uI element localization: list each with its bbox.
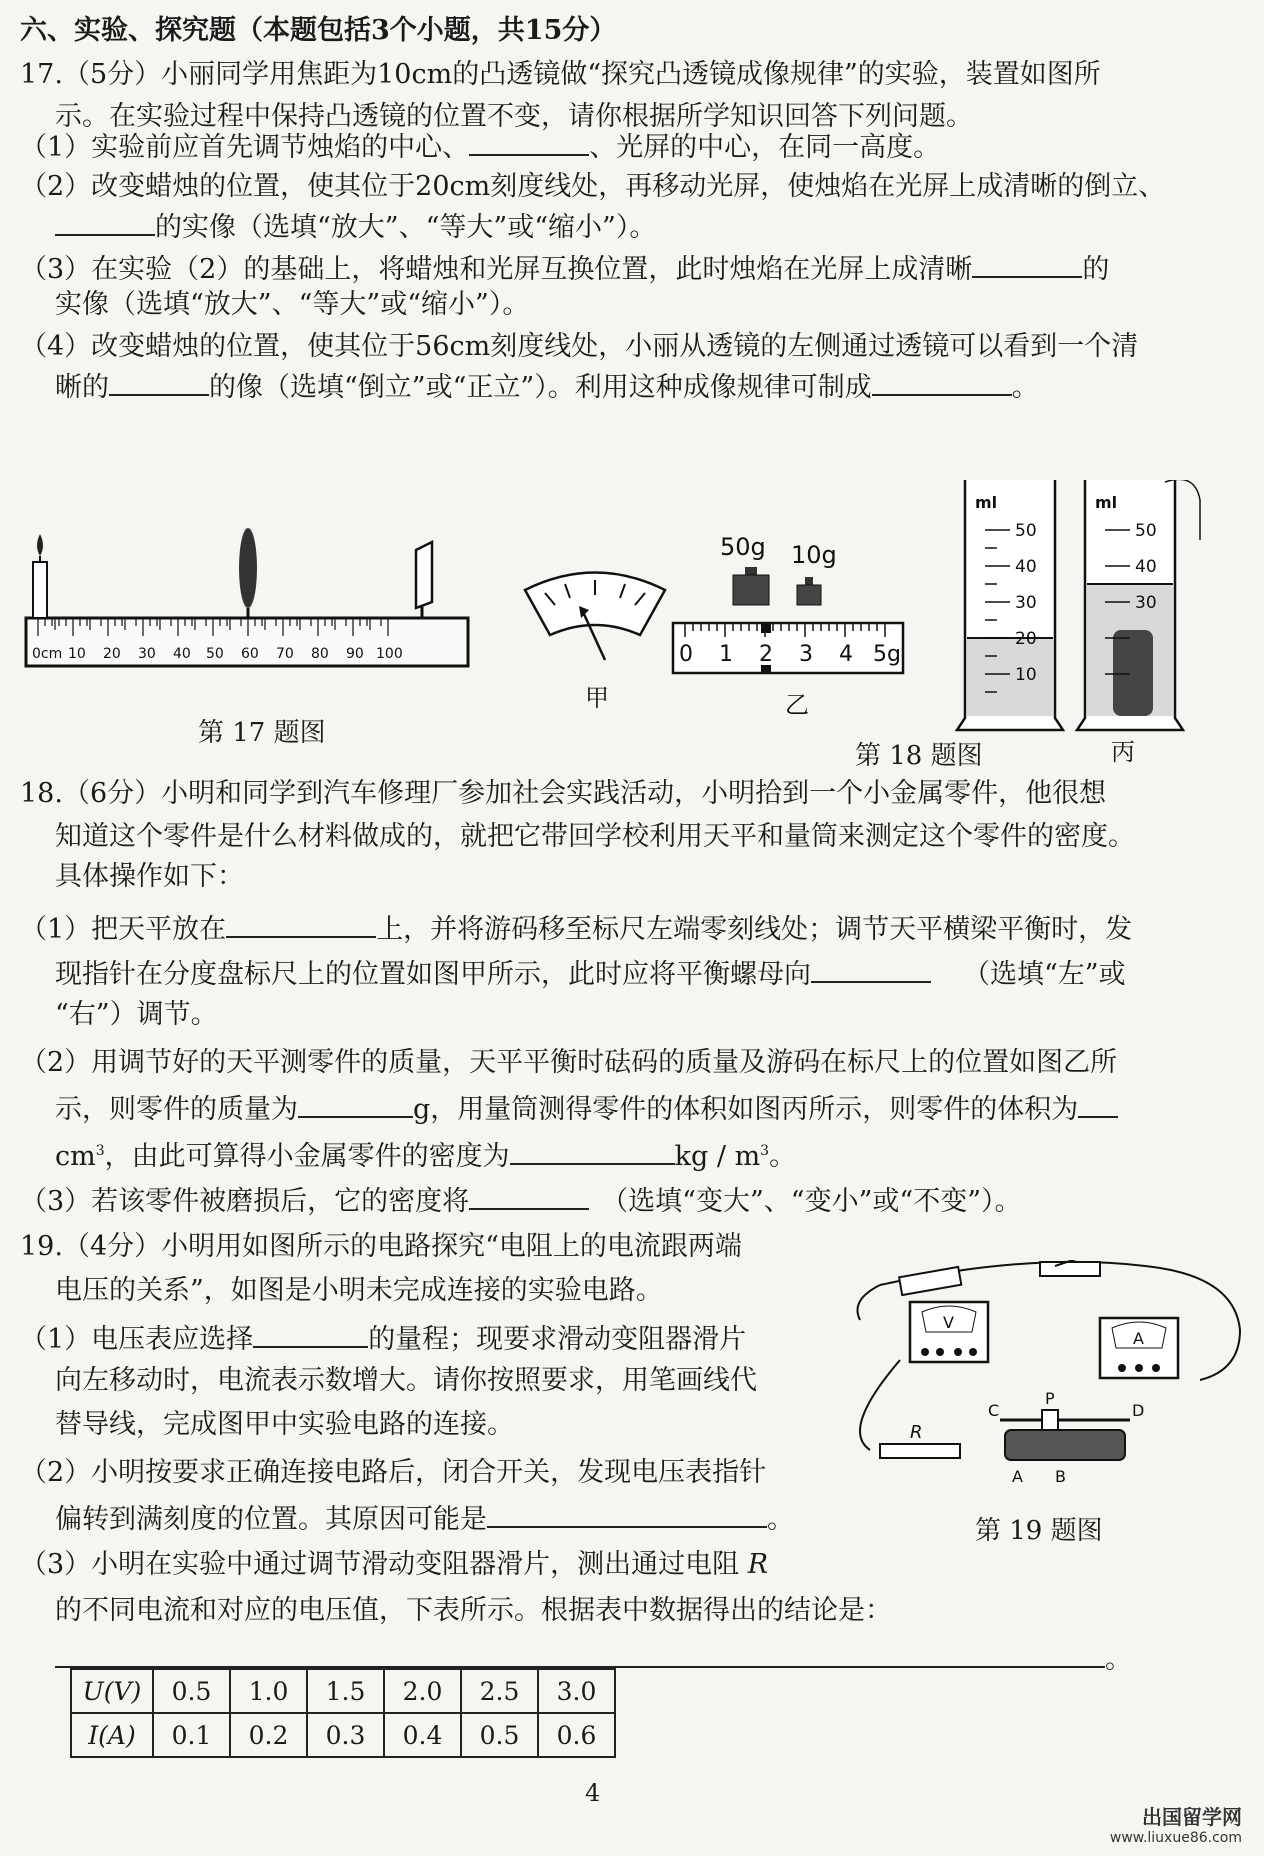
answer-blank[interactable] [109,368,209,396]
answer-blank[interactable] [510,1137,675,1165]
q18-stem-line1: 18.（6分）小明和同学到汽车修理厂参加社会实践活动，小明拾到一个小金属零件，他很想 [20,778,1107,809]
q17-part3-line1: （3）在实验（2）的基础上，将蜡烛和光屏互换位置，此时烛焰在光屏上成清晰 的 [20,250,1109,287]
rheostat-label-a: A [1012,1467,1023,1486]
scale-label: 0 [679,642,693,667]
table-cell: 0.6 [538,1713,615,1757]
answer-blank[interactable] [253,1320,368,1348]
q18-part1-line2: 现指针在分度盘标尺上的位置如图甲所示，此时应将平衡螺母向 （选填“左”或 [55,955,1126,992]
q18-part2-line3: $cm^3$，由此可算得小金属零件的密度为 kg / $m^3$。 [55,1134,796,1174]
answer-blank[interactable] [811,955,931,983]
ammeter-label: A [1133,1329,1144,1348]
table-cell: 0.4 [384,1713,461,1757]
rider-marker [761,623,771,633]
cylinder-label: 30 [1015,593,1037,613]
q19-stem-line1: 19.（4分）小明用如图所示的电路探究“电阻上的电流跟两端 [20,1231,742,1262]
ruler-label: 50 [206,646,224,662]
table-cell: 0.3 [307,1713,384,1757]
voltmeter-icon [910,1302,988,1362]
figure-19-caption: 第 19 题图 [975,1516,1103,1546]
q17-part3-line2: 实像（选填“放大”、“等大”或“缩小”）。 [55,289,530,320]
ruler-label: 60 [241,646,259,662]
rheostat-label-b: B [1055,1467,1066,1486]
cylinder-label: 50 [1015,521,1037,541]
cylinder-label: 10 [1015,665,1037,685]
answer-blank[interactable] [469,1182,589,1210]
q18-part3: （3）若该零件被磨损后，它的密度将 （选填“变大”、“变小”或“不变”）。 [20,1182,1022,1219]
answer-blank[interactable] [226,910,376,938]
label-jia: 甲 [585,684,609,710]
table-row [71,1713,615,1757]
ruler-label: 100 [376,646,403,662]
cylinder-label: 40 [1015,557,1037,577]
q19-part1-line2: 向左移动时，电流表示数增大。请你按照要求，用笔画线代 [55,1365,757,1396]
cylinder-after [1077,480,1200,730]
answer-blank[interactable] [55,1640,1105,1668]
q19-part3-line2: 的不同电流和对应的电压值，下表所示。根据表中数据得出的结论是： [55,1595,892,1626]
q18-part2-line1: （2）用调节好的天平测零件的质量，天平平衡时砝码的质量及游码在标尺上的位置如图乙所 [20,1047,1118,1078]
table-row [71,1669,615,1713]
table-header: U(V) [71,1669,153,1713]
metal-part [1113,630,1153,716]
figure-17-caption: 第 17 题图 [198,718,326,748]
rheostat-label-p: P [1045,1389,1055,1408]
ruler-label: 90 [346,646,364,662]
table-cell: 0.2 [230,1713,307,1757]
scale-label: 5g [873,642,901,667]
q17-part4-line1: （4）改变蜡烛的位置，使其位于56cm刻度线处，小丽从透镜的左侧通过透镜可以看到一个清 [20,331,1139,362]
ruler-label: 30 [138,646,156,662]
answer-blank[interactable] [972,250,1082,278]
figure-18-bing-cylinders [955,480,1225,770]
answer-blank[interactable] [872,368,1012,396]
table-cell: 0.5 [461,1713,538,1757]
ruler-label: 80 [311,646,329,662]
rheostat-slider [1042,1410,1058,1430]
cylinder-unit: ml [1095,493,1118,512]
q17-part4-line2: 晰的 的像（选填“倒立”或“正立”）。利用这种成像规律可制成 。 [55,368,1039,405]
page-number: 4 [585,1779,601,1807]
q19-part3-line1: （3）小明在实验中通过调节滑动变阻器滑片，测出通过电阻 R [20,1549,769,1580]
scale-label: 2 [759,642,773,667]
cylinder-unit: ml [975,493,998,512]
cylinder-label: 30 [1135,593,1157,613]
answer-blank[interactable] [469,128,589,156]
table-cell: 1.0 [230,1669,307,1713]
q19-part1-line3: 替导线，完成图甲中实验电路的连接。 [55,1409,514,1440]
resistor-icon [880,1422,960,1458]
q18-part1-line3: “右”）调节。 [55,999,218,1030]
ruler-label: 70 [276,646,294,662]
figure-17-optical-bench [18,520,478,670]
cylinder-label: 50 [1135,521,1157,541]
label-bing: 丙 [1111,738,1135,766]
watermark-name: 出国留学网 [1142,1805,1242,1829]
ruler-label: 20 [103,646,121,662]
q17-part1: （1）实验前应首先调节烛焰的中心、 、光屏的中心，在同一高度。 [20,128,940,165]
q18-part1-line1: （1）把天平放在 上，并将游码移至标尺左端零刻线处；调节天平横梁平衡时，发 [20,910,1132,947]
cylinder-label: 40 [1135,557,1157,577]
q18-part2-line2: 示，则零件的质量为 g，用量筒测得零件的体积如图丙所示，则零件的体积为 [55,1090,1118,1127]
q17-part2-line1: （2）改变蜡烛的位置，使其位于20cm刻度线处，再移动光屏，使烛焰在光屏上成清晰的倒立、 [20,171,1166,202]
q17-stem-line1: 17.（5分）小丽同学用焦距为10cm的凸透镜做“探究凸透镜成像规律”的实验，装置如图所 [20,59,1101,90]
q19-part1-line1: （1）电压表应选择 的量程；现要求滑动变阻器滑片 [20,1320,746,1357]
q18-stem-line2: 知道这个零件是什么材料做成的，就把它带回学校利用天平和量筒来测定这个零件的密度。 [55,821,1135,852]
table-cell: 0.5 [153,1669,230,1713]
rheostat-label-d: D [1132,1401,1145,1420]
candle [33,534,47,618]
watermark [1110,1801,1242,1846]
weight-50g-label: 50g [720,533,766,561]
table-cell: 1.5 [307,1669,384,1713]
resistor-label: R [910,1422,923,1443]
cylinder-before [957,480,1063,730]
table-cell: 3.0 [538,1669,615,1713]
scale-label: 3 [799,642,813,667]
table-header: I(A) [71,1713,153,1757]
weight-10g-icon [797,577,821,605]
q19-part2-line2: 偏转到满刻度的位置。其原因可能是 。 [55,1500,794,1537]
q17-stem-line2: 示。在实验过程中保持凸透镜的位置不变，请你根据所学知识回答下列问题。 [55,101,973,132]
section-title: 六、实验、探究题（本题包括3个小题，共15分） [20,15,617,46]
table-cell: 0.1 [153,1713,230,1757]
cylinder-label: 20 [1015,629,1037,649]
convex-lens [239,528,257,618]
figure-19-circuit [840,1260,1250,1500]
switch-icon [1040,1260,1100,1276]
figure-18-caption: 第 18 题图 [855,741,983,771]
scale-label: 1 [719,642,733,667]
answer-blank[interactable] [298,1090,413,1118]
voltmeter-label: V [943,1313,954,1332]
weight-50g-icon [733,567,769,605]
battery-icon [899,1267,961,1295]
rheostat-icon [988,1389,1144,1486]
figure-18-yi-balance-scale [665,525,915,725]
weight-10g-label: 10g [791,541,837,569]
light-screen [416,542,432,618]
ruler-label: 10 [68,646,86,662]
answer-blank[interactable] [487,1500,767,1528]
q19-part2-line1: （2）小明按要求正确连接电路后，闭合开关，发现电压表指针 [20,1457,767,1488]
answer-blank[interactable] [55,208,155,236]
rheostat-label-c: C [988,1401,1000,1420]
figure-18-jia-dial [505,560,685,710]
q19-stem-line2: 电压的关系”，如图是小明未完成连接的实验电路。 [55,1275,663,1306]
q19-part3-line3: 。 [55,1640,1132,1677]
q17-part2-line2: 的实像（选填“放大”、“等大”或“缩小”）。 [55,208,656,245]
label-yi: 乙 [785,691,809,719]
watermark-url: www.liuxue86.com [1109,1830,1242,1846]
table-cell: 2.5 [461,1669,538,1713]
data-table [70,1668,616,1758]
table-cell: 2.0 [384,1669,461,1713]
q18-stem-line3: 具体操作如下： [55,861,244,892]
scale-label: 4 [839,642,853,667]
ruler-label: 40 [173,646,191,662]
answer-blank[interactable] [1078,1090,1118,1118]
ruler-label: 0cm [32,646,63,662]
ammeter-icon [1100,1318,1178,1378]
